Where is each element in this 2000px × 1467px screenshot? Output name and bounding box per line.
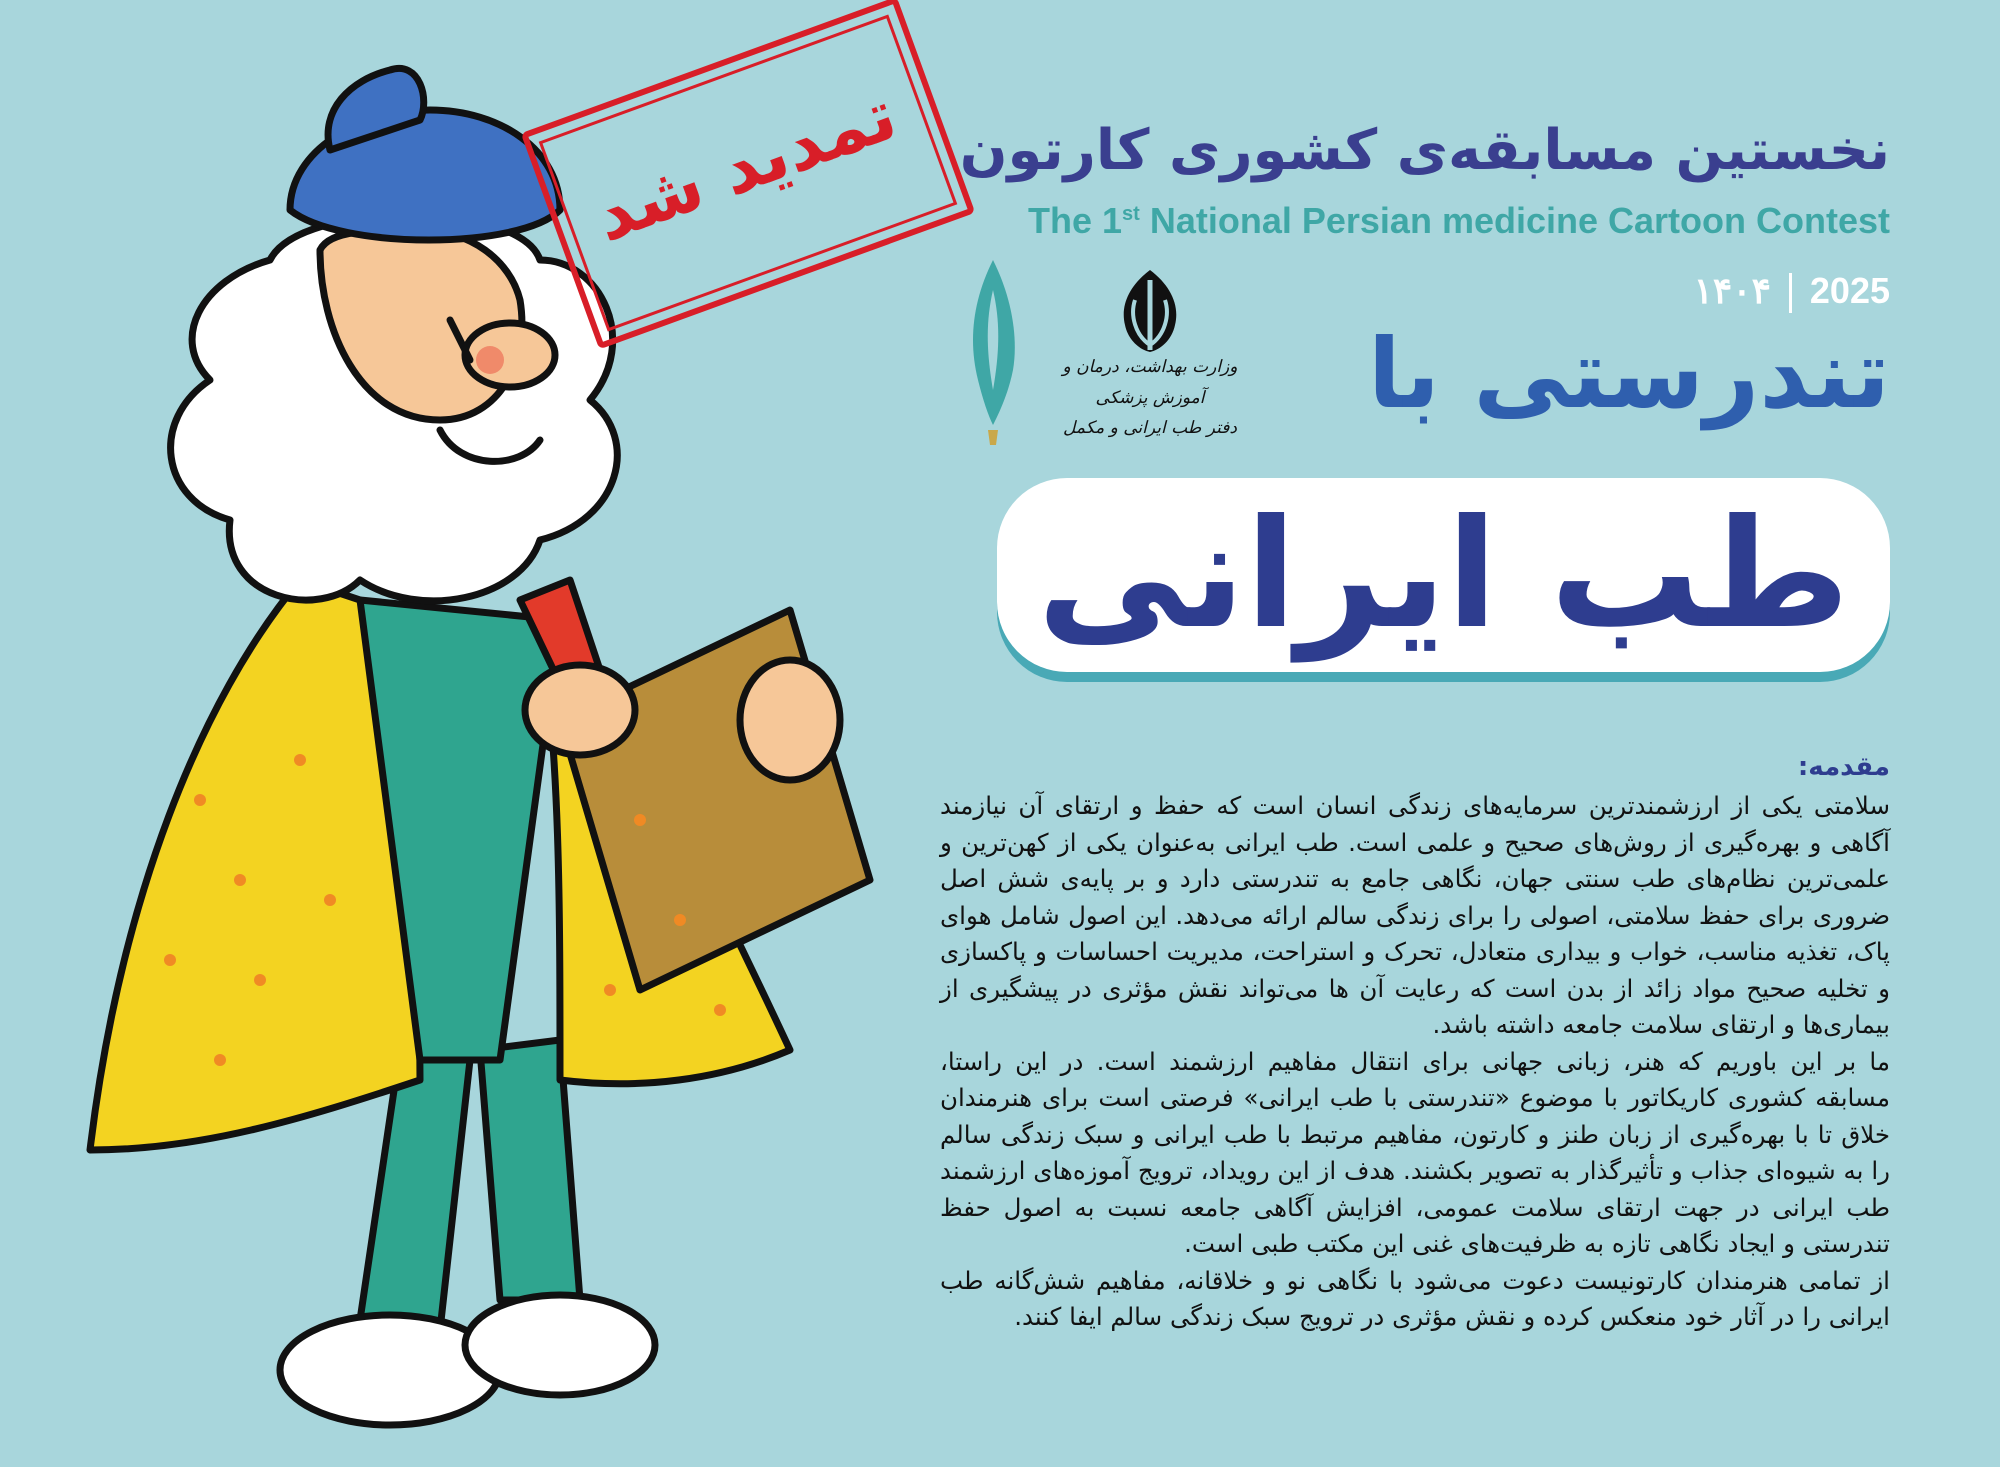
year-separator: [1789, 273, 1792, 313]
persian-medicine-logo-icon: [958, 250, 1028, 450]
ministry-line2: دفتر طب ایرانی و مکمل: [1063, 418, 1237, 439]
title-en-suffix: National Persian medicine Cartoon Contest: [1139, 200, 1890, 241]
year-row: [1694, 270, 1890, 313]
subtitle: تندرستی با: [1367, 318, 1890, 430]
iran-emblem-icon: [1090, 260, 1210, 360]
ministry-name: [1040, 352, 1260, 444]
main-title: طب ایرانی: [997, 478, 1890, 672]
contest-title-en: [1028, 200, 1890, 242]
title-en-prefix: The 1: [1028, 200, 1123, 241]
intro-section: [940, 752, 1890, 1336]
intro-heading: مقدمه:: [1797, 752, 1890, 782]
year-en: 2025: [1809, 270, 1890, 311]
title-en-sup: st: [1122, 203, 1140, 225]
intro-paragraph: از تمامی هنرمندان کارتونیست دعوت می‌شود با نگاهی نو و خلاقانه، مفاهیم شش‌گانه طب ایرانی را در آثار خود منعکس کرده و نقش مؤثری در ترویج سبک زندگی سالم ایفا کنند.: [940, 1265, 1890, 1331]
year-fa: ۱۴۰۴: [1693, 270, 1771, 311]
stamp-text: تمدید شد: [583, 73, 907, 258]
contest-title-fa: نخستین مسابقه‌ی کشوری کارتون: [959, 118, 1890, 183]
intro-paragraph: سلامتی یکی از ارزشمندترین سرمایه‌های زندگی انسان است که حفظ و ارتقای آن نیازمند آگاهی و بهره‌گیری از روش‌های صحیح و علمی است. طب ایرانی به‌عنوان یکی از کهن‌ترین و علمی‌ترین نظام‌های طب سنتی جهان، نگاهی جامع به تندرستی دارد و بر پایه‌ی شش اصل ضروری برای حفظ سلامتی، اصولی را برای زندگی سالم ارائه می‌دهد. این اصول شامل هوای پاک، تغذیه مناسب، خواب و بیداری متعادل، تحرک و استراحت، مدیریت احساسات و پاکسازی و تخلیه صحیح مواد زائد از بدن است که رعایت آن ها می‌تواند نقش مؤثری در پیشگیری از بیماری‌ها و ارتقای سلامت جامعه داشته باشد.: [940, 791, 1890, 1039]
intro-paragraph: ما بر این باوریم که هنر، زبانی جهانی برای انتقال مفاهیم ارزشمند است. در این راستا، مسابقه کشوری کاریکاتور با موضوع «تندرستی با طب ایرانی» فرصتی است برای هنرمندان خلاق تا با بهره‌گیری از زبان طنز و کارتون، مفاهیم مرتبط با طب ایرانی و سبک زندگی سالم را به شیوه‌ای جذاب و تأثیرگذار به تصویر بکشند. هدف از این رویداد، ترویج آموزه‌های ارزشمند طب ایرانی در جهت ارتقای سلامت عمومی، افزایش آگاهی جامعه نسبت به اصول حفظ تندرستی و ایجاد نگاهی تازه به ظرفیت‌های غنی این مکتب طبی است.: [940, 1046, 1890, 1258]
ministry-line1: وزارت بهداشت، درمان و آموزش پزشکی: [1062, 357, 1238, 408]
